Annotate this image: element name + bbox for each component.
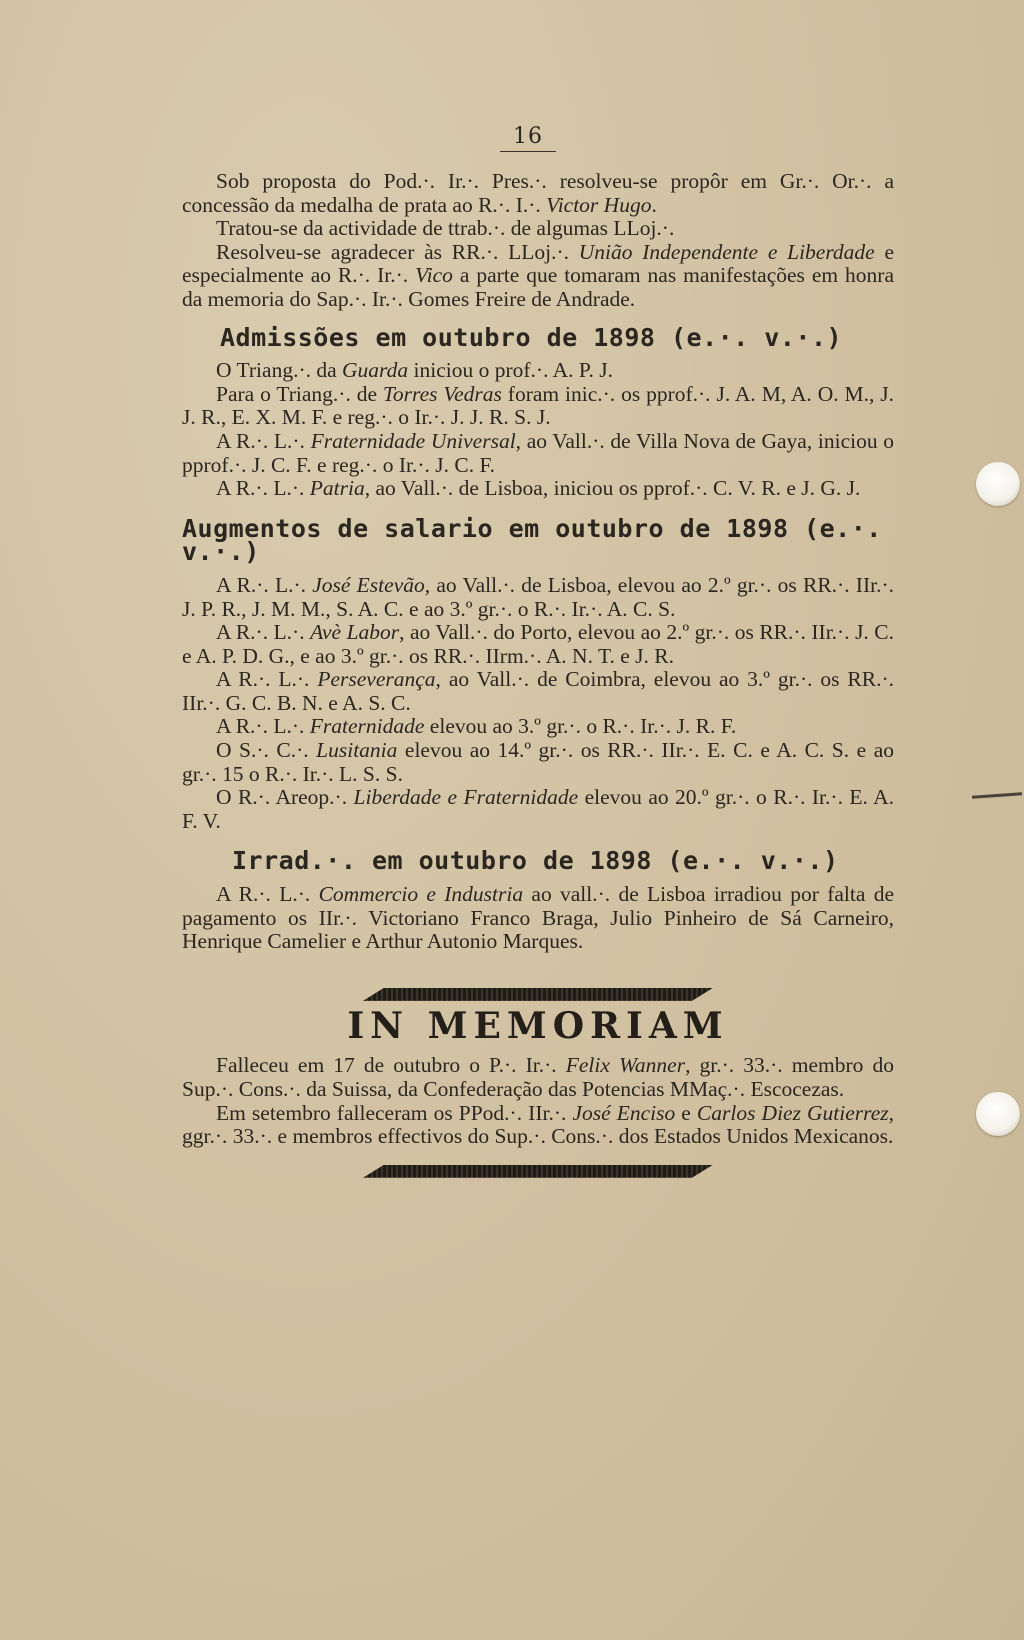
italic-name: Perseverança (317, 667, 436, 692)
italic-name: Avè Labor (310, 620, 400, 645)
italic-name: Liberdade e Fraternidade (353, 785, 579, 810)
admissions-paragraph: A R.·. L.·. Fraternidade Universal, ao Vall.·. de Villa Nova de Gaya, iniciou o pprof.·. J. C. F. e reg.·. o Ir.·. J. C. F. (182, 428, 894, 477)
italic-name: Fraternidade (309, 714, 425, 739)
italic-name: Felix Wanner (565, 1053, 686, 1078)
page-number: 16 (500, 124, 556, 152)
intro-paragraph-thanks: Resolveu-se agradecer às RR.·. LLoj.·. União Independente e Liberdade e especialmente ao R.·. Ir.·. Vico a parte que tomaram nas manifestações em honra da memoria do Sap.·. Ir.·. Gomes Freire de Andrade. (182, 239, 894, 311)
decorative-rule-bottom (363, 1165, 713, 1178)
intro-paragraph-medal: Sob proposta do Pod.·. Ir.·. Pres.·. resolveu-se propôr em Gr.·. Or.·. a concessão da medalha de prata ao R.·. I.·. Victor Hugo. (182, 169, 894, 217)
salary-paragraph: A R.·. L.·. Perseverança, ao Vall.·. de Coimbra, elevou ao 3.º gr.·. os RR.·. IIr.·. G. C. B. N. e A. S. C. (182, 667, 894, 715)
salary-paragraph: O R.·. Areop.·. Liberdade e Fraternidade elevou ao 20.º gr.·. o R.·. Ir.·. E. A. F. V. (182, 785, 895, 833)
salary-paragraph: A R.·. L.·. José Estevão, ao Vall.·. de Lisboa, elevou ao 2.º gr.·. os RR.·. IIr.·. J. P. R., J. M. M., S. A. C. e ao 3.º gr.·. o R.·. Ir.·. A. C. S. (182, 572, 894, 621)
irradiation-paragraph: A R.·. L.·. Commercio e Industria ao vall.·. de Lisboa irradiou por falta de pagamento os IIr.·. Victoriano Franco Braga, Julio Pinheiro de Sá Carneiro, Henrique Camelier e Arthur Autonio Marques. (182, 882, 894, 954)
italic-name: Lusitania (316, 738, 398, 763)
admissions-paragraph: A R.·. L.·. Patria, ao Vall.·. de Lisboa, iniciou os pprof.·. C. V. R. e J. G. J. (216, 476, 861, 501)
irradiation-heading: Irrad.·. em outubro de 1898 (e.·. v.·.) (232, 846, 839, 876)
italic-name: Commercio e Industria (318, 882, 524, 907)
salary-paragraph: O S.·. C.·. Lusitania elevou ao 14.º gr.·. os RR.·. IIr.·. E. C. e A. C. S. e ao gr.·. 15 o R.·. Ir.·. L. S. S. (182, 738, 894, 786)
memoriam-paragraph: Em setembro falleceram os PPod.·. IIr.·. José Enciso e Carlos Diez Gutierrez, ggr.·. 33.·. e membros effectivos do Sup.·. Cons.·. dos Estados Unidos Mexicanos. (182, 1100, 895, 1149)
memoriam-heading: IN MEMORIAM (347, 1004, 729, 1047)
salary-paragraph: A R.·. L.·. Avè Labor, ao Vall.·. do Porto, elevou ao 2.º gr.·. os RR.·. IIr.·. J. C. e A. P. D. G., e ao 3.º gr.·. os RR.·. IIrm.·. A. N. T. e J. R. (182, 620, 895, 668)
italic-name: Patria (309, 476, 365, 501)
italic-name: Torres Vedras (382, 381, 502, 406)
italic-name: José Estevão (312, 572, 425, 597)
admissions-paragraph: O Triang.·. da Guarda iniciou o prof.·. A. P. J. (216, 358, 613, 383)
decorative-rule-top (363, 988, 713, 1001)
memoriam-paragraph: Falleceu em 17 de outubro o P.·. Ir.·. Felix Wanner, gr.·. 33.·. membro do Sup.·. Cons.·. da Suissa, da Confederação das Potencias MMaç.·. Escocezas. (182, 1053, 895, 1101)
italic-name: Victor Hugo (546, 192, 652, 217)
salary-paragraph: A R.·. L.·. Fraternidade elevou ao 3.º gr.·. o R.·. Ir.·. J. R. F. (216, 714, 737, 739)
italic-name: Fraternidade Universal (310, 428, 516, 453)
italic-name: Guarda (342, 358, 409, 383)
italic-name: José Enciso (572, 1100, 676, 1125)
salary-heading: Augmentos de salario em outubro de 1898 (e.·. v.·.) (182, 513, 882, 567)
admissions-paragraph: Para o Triang.·. de Torres Vedras foram inic.·. os pprof.·. J. A. M, A. O. M., J. J. R., E. X. M. F. e reg.·. o Ir.·. J. J. R. S. J. (182, 381, 894, 430)
margin-mark (972, 792, 1022, 798)
page-body (182, 170, 894, 1178)
italic-name: Carlos Diez Gutierrez (696, 1100, 889, 1125)
admissions-heading: Admissões em outubro de 1898 (e.·. v.·.) (220, 322, 843, 352)
italic-name: Vico (415, 263, 453, 288)
punch-hole-bottom (976, 1092, 1020, 1136)
intro-paragraph-activity: Tratou-se da actividade de ttrab.·. de algumas LLoj.·. (216, 216, 675, 241)
punch-hole-top (976, 462, 1020, 506)
italic-name: União Independente e Liberdade (578, 239, 875, 264)
